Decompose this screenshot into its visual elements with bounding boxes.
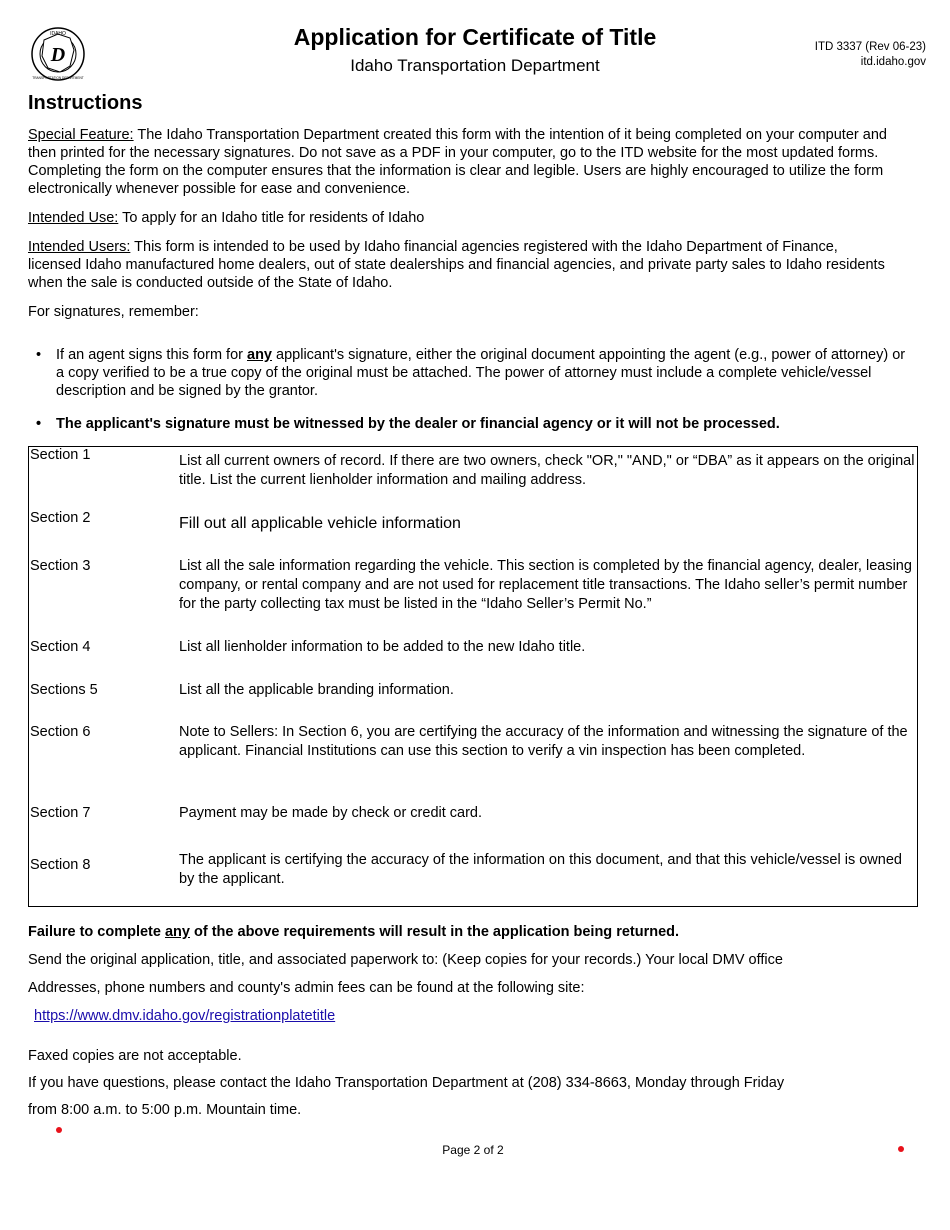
section-4-description: List all lienholder information to be added to the new Idaho title. bbox=[179, 639, 586, 655]
instructions-heading: Instructions bbox=[28, 92, 143, 114]
bullet-agent-text-1: If an agent signs this form for bbox=[56, 347, 248, 363]
intended-users-label: Intended Users: bbox=[28, 239, 131, 255]
website: itd.idaho.gov bbox=[860, 56, 926, 68]
section-4-label: Section 4 bbox=[30, 639, 91, 655]
section-3-label: Section 3 bbox=[30, 558, 91, 574]
faxed-note: Faxed copies are not acceptable. bbox=[28, 1048, 242, 1064]
failure-emphasis: any bbox=[164, 924, 190, 940]
addresses-note: Addresses, phone numbers and county's admin fees can be found at the following site: bbox=[28, 980, 585, 996]
dmv-link[interactable]: https://www.dmv.idaho.gov/registrationplatetitle bbox=[34, 1008, 336, 1024]
section-6-label: Section 6 bbox=[30, 724, 91, 740]
failure-text-2: of the above requirements will result in the application being returned. bbox=[189, 924, 680, 940]
section-5-description: List all the applicable branding information. bbox=[179, 682, 454, 698]
bullet-agent-text-2: applicant's signature, either the original document appointing the agent (e.g., power of attorney) or a copy verified to be a true copy of the original must be attached. The power of attorney must include a complete vehicle/vessel description and be signed by the grantor. bbox=[56, 347, 906, 399]
intended-use-label: Intended Use: bbox=[28, 210, 119, 226]
failure-warning bbox=[28, 924, 679, 940]
section-2-description: Fill out all applicable vehicle information bbox=[179, 515, 461, 532]
special-feature-paragraph bbox=[28, 126, 888, 198]
form-title: Application for Certificate of Title bbox=[293, 24, 657, 50]
form-number-block bbox=[815, 40, 926, 70]
questions-note: If you have questions, please contact the Idaho Transportation Department at (208) 334-8663, Monday through Friday bbox=[28, 1075, 785, 1091]
page-number: Page 2 of 2 bbox=[442, 1143, 504, 1157]
signatures-intro: For signatures, remember: bbox=[28, 304, 199, 320]
section-8-description: The applicant is certifying the accuracy of the information on this document, and that this vehicle/vessel is owned by the applicant. bbox=[179, 852, 902, 887]
section-7-description: Payment may be made by check or credit card. bbox=[179, 805, 483, 821]
special-feature-text: The Idaho Transportation Department created this form with the intention of it being completed on your computer and then printed for the necessary signatures. Do not save as a PDF in your computer, go to the ITD website for the most updated forms. Completing the form on the computer ensures that the information is clear and legible. Users are highly encouraged to utilize the form electronically whenever possible for ease and convenience. bbox=[28, 127, 887, 197]
intended-use-paragraph bbox=[28, 209, 888, 227]
intended-use-text: To apply for an Idaho title for residents of Idaho bbox=[118, 210, 425, 226]
section-3-description: List all the sale information regarding the vehicle. This section is completed by the financial agency, dealer, leasing company, or rental company and are not used for replacement title transactions. The Idaho seller’s permit number for the party collecting tax must be listed in the “Idaho Seller’s Permit No.” bbox=[179, 558, 912, 612]
section-1-description: List all current owners of record. If there are two owners, check "OR," "AND," or “DBA” as it appears on the original title. List the current lienholder information and mailing address. bbox=[179, 453, 915, 488]
bullet-witness-required: • The applicant's signature must be witnessed by the dealer or financial agency or it will not be processed. bbox=[56, 415, 916, 433]
bullet-agent-emphasis: any bbox=[247, 347, 273, 363]
section-6-description: Note to Sellers: In Section 6, you are certifying the accuracy of the information and witnessing the signature of the applicant. Financial Institutions can use this section to verify a vin inspection has been completed. bbox=[179, 724, 908, 759]
section-8-label: Section 8 bbox=[30, 857, 91, 873]
send-instructions: Send the original application, title, and associated paperwork to: (Keep copies for your records.) Your local DMV office bbox=[28, 952, 783, 968]
failure-text-1: Failure to complete bbox=[28, 924, 165, 940]
intended-users-text: This form is intended to be used by Idaho financial agencies registered with the Idaho Department of Finance, licensed Idaho manufactured home dealers, out of state dealerships and financial agencies, and private party sales to Idaho residents when the sale is conducted outside of the State of Idaho. bbox=[28, 239, 885, 291]
intended-users-paragraph bbox=[28, 238, 888, 292]
section-1-label: Section 1 bbox=[30, 447, 91, 463]
section-2-label: Section 2 bbox=[30, 510, 91, 526]
section-5-label: Sections 5 bbox=[30, 682, 98, 698]
bullet-agent-signature bbox=[56, 346, 916, 400]
logo-letter: D bbox=[50, 44, 66, 66]
marker-dot-left bbox=[56, 1127, 62, 1133]
special-feature-label: Special Feature: bbox=[28, 127, 134, 143]
form-number: ITD 3337 (Rev 06-23) bbox=[814, 41, 926, 53]
logo-text-bottom: TRANSPORTATION DEPARTMENT bbox=[32, 76, 84, 80]
logo-text-top: IDAHO bbox=[50, 31, 66, 37]
hours-note: from 8:00 a.m. to 5:00 p.m. Mountain time. bbox=[28, 1102, 302, 1118]
section-7-label: Section 7 bbox=[30, 805, 91, 821]
form-subtitle: Idaho Transportation Department bbox=[350, 56, 600, 75]
